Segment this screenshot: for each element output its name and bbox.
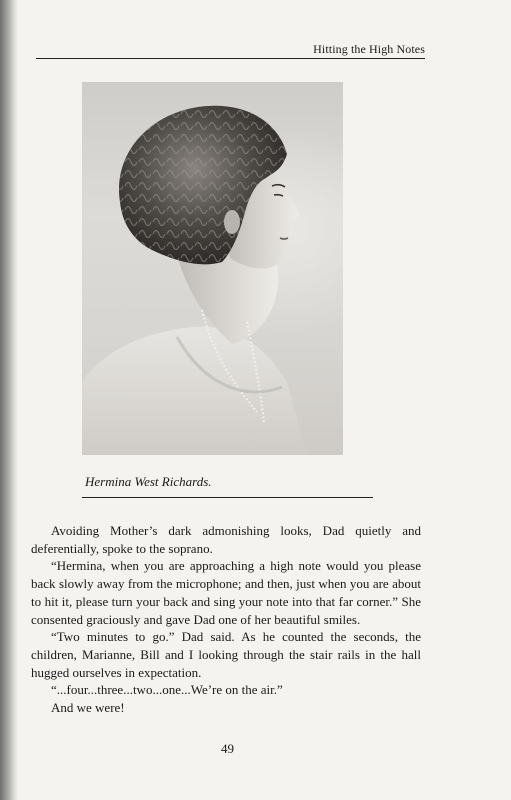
- paragraph: Avoiding Mother’s dark admonishing looks, Dad quietly and deferentially, spoke to the soprano.: [31, 523, 421, 556]
- paragraph: “Two minutes to go.” Dad said. As he counted the seconds, the children, Marianne, Bill and I looking through the stair rails in the hall hugged ourselves in expectation.: [31, 629, 421, 680]
- page-gutter-shadow: [0, 0, 18, 800]
- header-rule: [36, 58, 425, 59]
- body-text: [31, 522, 421, 717]
- portrait-illustration: [82, 82, 343, 455]
- figure-caption: Hermina West Richards.: [85, 474, 212, 489]
- caption-rule: [82, 497, 373, 498]
- paragraph: “Hermina, when you are approaching a high note would you please back slowly away from the microphone; and then, just when you are about to hit it, please turn your back and sing your note into that far corner.” She consented graciously and gave Dad one of her beautiful smiles.: [31, 558, 421, 627]
- running-head: Hitting the High Notes: [313, 42, 425, 56]
- paragraph: “...four...three...two...one...We’re on the air.”: [51, 682, 283, 698]
- paragraph: And we were!: [51, 700, 125, 716]
- page-number: 49: [221, 741, 234, 756]
- portrait-photo: [82, 82, 343, 455]
